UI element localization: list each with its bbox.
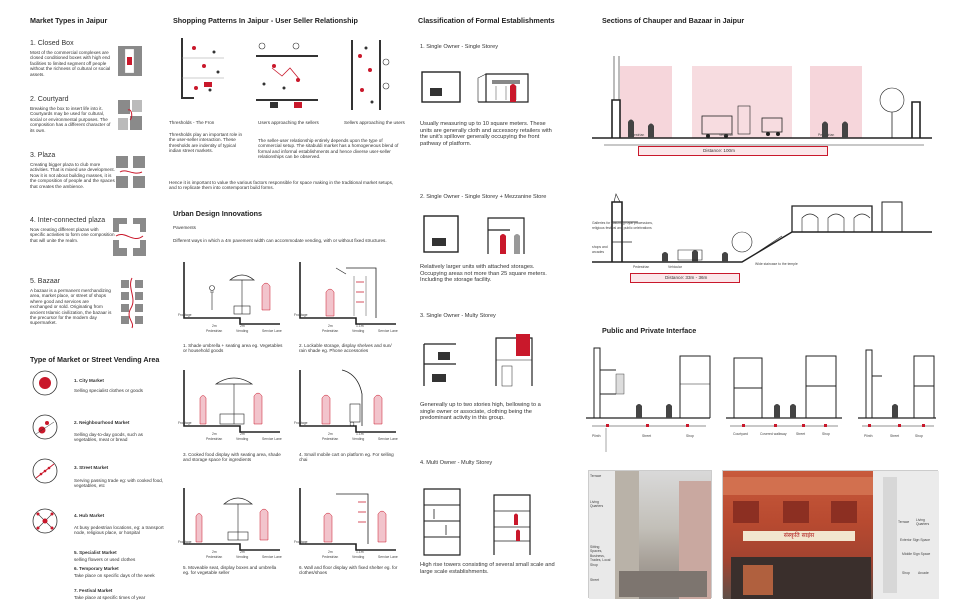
- service-lane-label: Service Lane: [378, 555, 398, 559]
- dim-label: 2m: [328, 324, 333, 328]
- photo-stall: [743, 565, 773, 595]
- street-market-icon: [32, 458, 60, 486]
- threshold-paragraph: Thresholds play an important role in the user-seller interaction. These thresholds are indentity of typical indian street markets.: [169, 132, 243, 154]
- plaza-diagram: [116, 156, 146, 190]
- type-plaza-title: 3. Plaza: [30, 152, 56, 159]
- pavement-section-3: [180, 370, 285, 440]
- pavement-section-1: [180, 262, 285, 332]
- section1-pedestrian-right: Pedestrian: [818, 133, 835, 137]
- section1-distance: Distance: 100m: [703, 148, 735, 153]
- right-photo-label: Middle Sign Space: [902, 552, 931, 556]
- threshold-plan-diagram: [174, 38, 242, 116]
- service-lane-label: Service Lane: [262, 555, 282, 559]
- pedestrian-label: Pedestrian: [322, 329, 339, 333]
- sellers-approach-users-diagram: [342, 40, 392, 116]
- ppi3-label: Street: [890, 434, 900, 438]
- ppi2-label: Courtyard: [733, 432, 748, 436]
- photo-window: [783, 501, 809, 523]
- temporary-market-name: 6. Temporary Market: [74, 566, 119, 571]
- pedestrian-label: Pedestrian: [206, 437, 223, 441]
- photo-parapet: [723, 477, 873, 495]
- frontage-label: Frontage: [294, 421, 308, 425]
- ppi1-label: Plinth: [592, 434, 601, 438]
- temporary-market-desc: Take place on specific days of the week: [74, 573, 155, 578]
- city-market-icon: [32, 370, 60, 398]
- market-types-title: Market Types in Jaipur: [30, 16, 108, 25]
- pedestrian-label: Pedestrian: [206, 555, 223, 559]
- left-photo-frame: [588, 470, 712, 598]
- pavement-caption-1: 1. Shade umbrella + seating area eg. Vegetables or household goods: [183, 343, 283, 354]
- closed-box-diagram: [118, 46, 144, 76]
- section2-distance: Distance: 33m - 36m: [665, 275, 708, 280]
- ppi3-label: Plinth: [864, 434, 873, 438]
- vending-label: Vending: [236, 437, 249, 441]
- type-interconnected-desc: Now creating different plazas with specific activities to form one composition that will unite the realm.: [30, 227, 115, 243]
- dim-label: 2m: [212, 324, 217, 328]
- right-photo-label: Terrace: [898, 520, 910, 524]
- pavement-caption-3: 3. Cooked food display with seating area, shade and storage space for ingredients: [183, 452, 281, 463]
- photo-label-column: [883, 477, 897, 593]
- pavement-caption-5: 5. Moveable seat, display boxes and umbrella eg. for vegetable seller: [183, 565, 277, 576]
- establishment-1-title: 1. Single Owner - Single Storey: [420, 44, 499, 50]
- street-market-name: 3. Street Market: [74, 465, 109, 470]
- hub-market-name: 4. Hub Market: [74, 513, 105, 518]
- neighbourhood-market-name: 2. Neighbourhood Market: [74, 420, 130, 425]
- city-market-desc: Selling specialist clothes or goods: [74, 388, 143, 393]
- ppi1-label: Shop: [686, 434, 694, 438]
- vending-label: Vending: [352, 437, 365, 441]
- vending-title: Type of Market or Street Vending Area: [30, 355, 160, 364]
- shop-sign: संस्कृति साइंस: [743, 531, 855, 541]
- photo-window: [831, 501, 857, 523]
- dim-label: 2m: [240, 432, 245, 436]
- section1-pedestrian-left: Pedestrian: [628, 133, 645, 137]
- ppi2-label: Street: [796, 432, 806, 436]
- sections-title: Sections of Chauper and Bazaar in Jaipur: [602, 16, 745, 25]
- vending-label: Vending: [352, 329, 365, 333]
- left-photo-label: Living Quarters: [590, 500, 604, 509]
- dim-label: 2m: [240, 550, 245, 554]
- type-bazaar-title: 5. Bazaar: [30, 278, 60, 285]
- left-photo-label: Sitting Spaces, Business, Trades, Local Shop: [590, 545, 611, 567]
- establishment-3-title: 3. Single Owner - Multy Storey: [420, 313, 496, 319]
- right-photo-label: Exterior Sign Space: [900, 538, 930, 542]
- section2-vehicular: Vehicular: [668, 265, 682, 269]
- pavement-section-4: [296, 370, 401, 440]
- urban-design-title: Urban Design Innovations: [173, 209, 263, 218]
- establishment-2-desc: Relatively larger units with attached storages. Occupying areas not more than 25 square meters. Including the storage facility.: [420, 264, 547, 283]
- type-plaza-desc: Creating bigger plaza to club more activities. That is mixed use development. Now it is not about building masses, it is the composition of people and the spaces that creates the ambience.: [30, 162, 115, 189]
- pavement-caption-2: 2. Lockable storage, display shelves and sun/ rain shade eg. Phone accessories: [299, 343, 392, 354]
- right-photo-label: Arcade: [918, 571, 929, 575]
- right-photo-frame: [722, 470, 938, 598]
- left-photo-label: Terrace: [590, 474, 602, 478]
- section2-stair: Wide staircase to the temple: [755, 262, 798, 266]
- type-courtyard-title: 2. Courtyard: [30, 96, 69, 103]
- frontage-label: Frontage: [294, 313, 308, 317]
- establishment-4-diagram: [420, 485, 540, 557]
- service-lane-label: Service Lane: [378, 329, 398, 333]
- pedestrian-label: Pedestrian: [322, 555, 339, 559]
- service-lane-label: Service Lane: [262, 437, 282, 441]
- ppi1-label: Street: [642, 434, 652, 438]
- ppi2-label: Covered walkway: [760, 432, 787, 436]
- neighbourhood-market-icon: [32, 414, 60, 442]
- space-making-paragraph: Hence it is important to value the various factors responsible for space making in the traditional market setups, and to replicate them into contemporart build forms.: [169, 180, 394, 191]
- establishment-3-diagram: [420, 330, 540, 390]
- shopping-patterns-title: Shopping Patterns In Jaipur - User Seller Relationship: [173, 16, 358, 25]
- galleries-note: Galleries for watching royal processions, religious festival and public celebrations: [592, 221, 653, 230]
- establishment-2-title: 2. Single Owner - Single Storey + Mezzanine Store: [420, 194, 547, 200]
- dim-label: 2m: [328, 432, 333, 436]
- dim-label: 2m: [212, 550, 217, 554]
- dim-label: 1.1m: [356, 324, 364, 328]
- frontage-label: Frontage: [178, 313, 192, 317]
- hub-market-desc: At busy pedestrian locations, eg: a transport node, religious place, or hospital: [74, 525, 164, 536]
- right-photo-label: Living Quarters: [916, 518, 930, 527]
- establishment-3-desc: Genereally up to two stories high, bellowing to a single owner or associate, clothing being the predominant activity in this group.: [420, 402, 541, 421]
- frontage-label: Frontage: [178, 421, 192, 425]
- neighbourhood-market-desc: Selling day-to-day goods, such as vegetables, meat or bread: [74, 432, 143, 443]
- dim-label: 2m: [212, 432, 217, 436]
- pavement-caption-6: 6. Wall and floor display with fixed shelter eg. for clothes/shoes: [299, 565, 398, 576]
- vending-label: Vending: [352, 555, 365, 559]
- pedestrian-label: Pedestrian: [322, 437, 339, 441]
- vending-label: Vending: [236, 329, 249, 333]
- specialist-market-desc: selling flowers or used clothes: [74, 557, 136, 562]
- festival-market-desc: Take place at specific times of year: [74, 595, 146, 600]
- pedestrian-label: Pedestrian: [206, 329, 223, 333]
- hub-market-icon: [32, 508, 60, 536]
- city-market-name: 1. City Market: [74, 378, 104, 383]
- pavement-section-6: [296, 488, 401, 558]
- public-private-title: Public and Private Interface: [602, 326, 697, 335]
- establishment-1-diagram: [420, 68, 530, 106]
- festival-market-name: 7. Festival Market: [74, 588, 113, 593]
- service-lane-label: Service Lane: [262, 329, 282, 333]
- type-interconnected-title: 4. Inter-connected plaza: [30, 217, 106, 224]
- service-lane-label: Service Lane: [378, 437, 398, 441]
- type-bazaar-desc: A bazaar is a permanent merchandizing area, market place, or street of shops where good and services are exchanged or sold. Originating from ancient Islamic civilization, the bazaar is the precursor for the modern day supermarket.: [30, 288, 112, 326]
- vending-label: Vending: [236, 555, 249, 559]
- frontage-label: Frontage: [178, 540, 192, 544]
- classification-title: Classification of Formal Establishments: [418, 16, 555, 25]
- pavement-caption-4: 4. Small mobile cart on platform eg. For selling chai: [299, 452, 394, 463]
- pavement-section-2: [296, 262, 401, 332]
- shops-arcades-label: shops and arcades: [592, 245, 608, 254]
- dim-label: 2m: [240, 324, 245, 328]
- establishment-2-diagram: [420, 214, 530, 256]
- pavements-desc: Different ways in which a 4m pavement width can accommodate vending, with or without fixed structures.: [173, 238, 387, 243]
- ppi3-label: Shop: [915, 434, 923, 438]
- photo-window: [733, 501, 759, 523]
- threshold-caption: Thresholds - The Fron: [169, 120, 215, 125]
- specialist-market-name: 5. Specialist Market: [74, 550, 117, 555]
- users-approach-caption: Users approaching the sellers: [258, 120, 319, 125]
- dim-label: 1.1m: [356, 432, 364, 436]
- sellers-approach-caption: Sellers approaching the users: [344, 120, 405, 125]
- bazaar-diagram: [119, 278, 147, 328]
- ppi2-label: Shop: [822, 432, 830, 436]
- courtyard-diagram: [118, 100, 144, 130]
- users-approach-sellers-diagram: [252, 40, 322, 114]
- interconnected-plaza-diagram: [113, 218, 147, 258]
- left-photo-label: Street: [590, 578, 600, 582]
- ppi-section-3: [858, 346, 938, 438]
- pavement-section-5: [180, 488, 285, 558]
- type-courtyard-desc: Breaking the box to insert life into it. Courtyards may be used for cultural, social or environmental purposes. The composition has a different character of its own.: [30, 106, 111, 133]
- photo-street: [619, 571, 707, 597]
- bazaar-section-drawing: [592, 192, 937, 272]
- establishment-4-desc: High rise towers consisting of several small scale and large scale establishments.: [420, 562, 555, 575]
- pavements-title: Pavements: [173, 225, 196, 230]
- type-closed-box-title: 1. Closed Box: [30, 40, 74, 47]
- relationship-paragraph: The seller-user relationship entirely depends upon the type of commercial setup. The sitabuldi market has a homogeneous blend of formal and informal establishments and hence diverse user-seller relationships can be observed.: [258, 138, 399, 160]
- section1-vehicular: Vehicular: [719, 133, 733, 137]
- dim-label: 2m: [328, 550, 333, 554]
- frontage-label: Frontage: [294, 540, 308, 544]
- section2-pedestrian: Pedestrian: [633, 265, 650, 269]
- street-market-desc: Serving passing trade eg: with cooked food, vegetables, etc: [74, 478, 164, 489]
- right-photo-label: Shop: [902, 571, 910, 575]
- dim-label: 1.1m: [356, 550, 364, 554]
- ppi-section-2: [726, 348, 844, 438]
- type-closed-box-desc: Most of the commercial complexes are closed conditioned boxes with high end facilities to limited segment off people without the richness of cultural or social assets.: [30, 50, 111, 77]
- establishment-1-desc: Usually measuring up to 10 square meters. These units are generally cloth and accessory retailers with the unit's spillover generally occupying the front pathway of platform.: [420, 121, 552, 147]
- establishment-4-title: 4. Multi Owner - Multy Storey: [420, 460, 493, 466]
